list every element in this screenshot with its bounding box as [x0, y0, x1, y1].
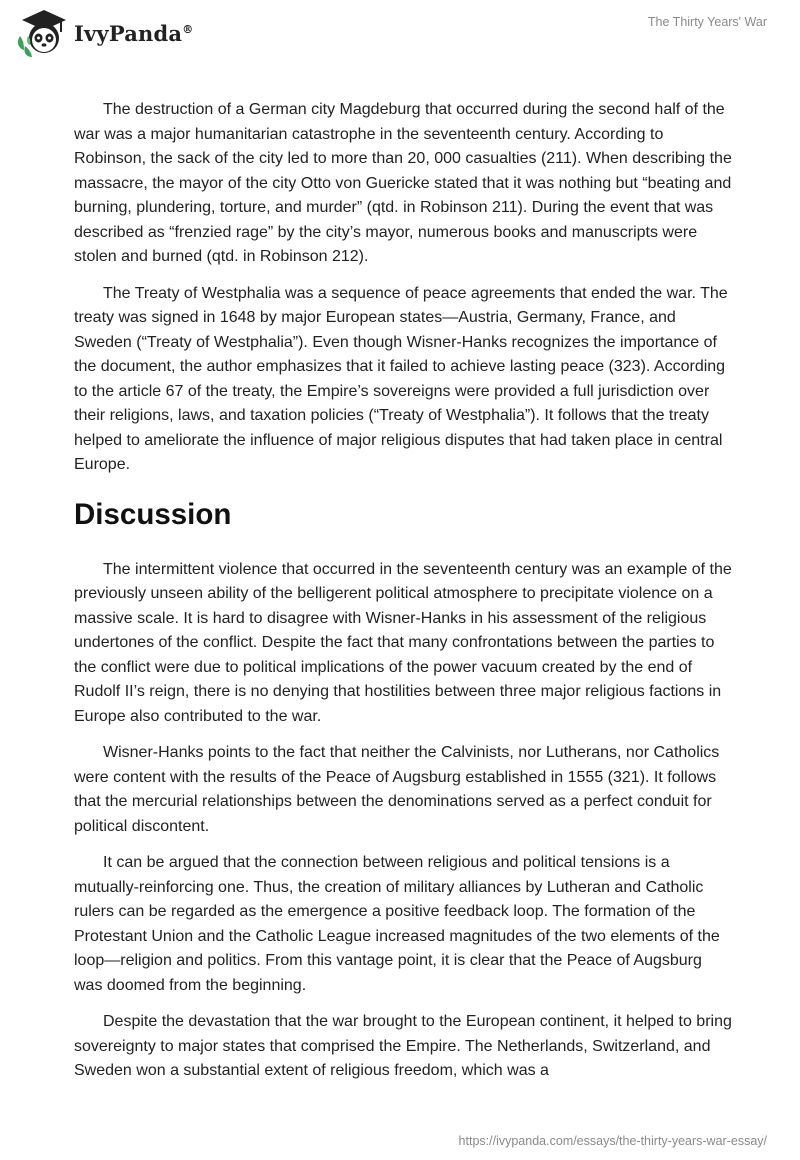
section-heading-discussion: Discussion [74, 497, 232, 531]
ivypanda-logo[interactable] [14, 6, 193, 60]
paragraph: The Treaty of Westphalia was a sequence of peace agreements that ended the war. The treaty was signed in 1648 by major European states—Austria, Germany, France, and Sweden (“Treaty of Westphalia”). Even though Wisner-Hanks recognizes the importance of the document, the author emphasizes that it failed to achieve lasting peace (323). According to the article 67 of the treaty, the Empire’s sovereigns were provided a full jurisdiction over their religions, laws, and taxation policies (“Treaty of Westphalia”). It follows that the treaty helped to ameliorate the influence of major religious disputes that had taken place in central Europe. [74, 284, 728, 473]
paragraph: Despite the devastation that the war brought to the European continent, it helped to bring sovereignty to major states that comprised the Empire. The Netherlands, Switzerland, and Sweden won a substantial extent of religious freedom, which was a [74, 1013, 732, 1079]
ivypanda-logo-icon [14, 6, 70, 60]
logo-text: IvyPanda® [74, 20, 194, 46]
source-url[interactable]: https://ivypanda.com/essays/the-thirty-years-war-essay/ [458, 1134, 767, 1148]
paragraph: It can be argued that the connection between religious and political tensions is a mutually-reinforcing one. Thus, the creation of military alliances by Lutheran and Catholic rulers can be regarded as the emergence a positive feedback loop. The formation of the Protestant Union and the Catholic League increased magnitudes of the two elements of the loop—religion and politics. From this vantage point, it is clear that the Peace of Augsburg was doomed from the beginning. [74, 854, 720, 994]
essay-body [74, 98, 734, 1096]
paragraph: Wisner-Hanks points to the fact that neither the Calvinists, nor Lutherans, nor Catholics were content with the results of the Peace of Augsburg established in 1555 (321). It follows that the mercurial relationships between the denominations served as a perfect conduit for political discontent. [74, 744, 720, 835]
page-header [0, 0, 800, 70]
paragraph: The intermittent violence that occurred in the seventeenth century was an example of the previously unseen ability of the belligerent political atmosphere to precipitate violence on a massive scale. It is hard to disagree with Wisner-Hanks in his assessment of the religious undertones of the conflict. Despite the fact that many confrontations between the parties to the conflict were due to political implications of the power vacuum created by the end of Rudolf II’s reign, there is no denying that hostilities between three major religious factions in Europe also contributed to the war. [74, 560, 732, 725]
paragraph: The destruction of a German city Magdeburg that occurred during the second half of the war was a major humanitarian catastrophe in the seventeenth century. According to Robinson, the sack of the city led to more than 20, 000 casualties (211). When describing the massacre, the mayor of the city Otto von Guericke stated that it was nothing but “beating and burning, plundering, torture, and murder” (qtd. in Robinson 211). During the event that was described as “frenzied rage” by the city’s mayor, numerous books and manuscripts were stolen and burned (qtd. in Robinson 212). [74, 101, 732, 265]
document-title: The Thirty Years' War [647, 15, 767, 29]
